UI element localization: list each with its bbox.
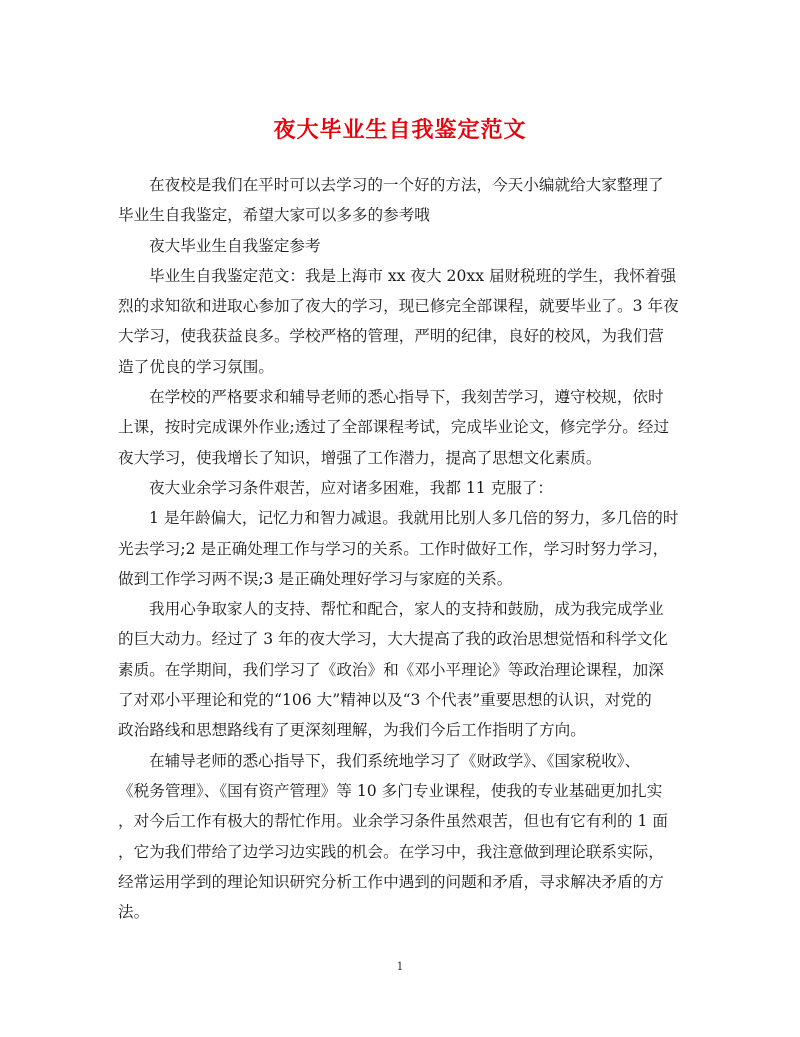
paragraph-difficulties: 夜大业余学习条件艰苦，应对诸多困难，我都 11 克服了： xyxy=(149,478,554,497)
paragraph-numbered-points: 1 是年龄偏大，记忆力和智力减退。我就用比别人多几倍的努力，多几倍的时 光去学习;2 是正确处理工作与学习的关系。工作时做好工作，学习时努力学习， 做到工作学习两不误;3 是正确处理好学习与家庭的关系。 xyxy=(118,509,679,588)
page-number: 1 xyxy=(396,960,404,973)
document-body xyxy=(118,170,688,927)
document-title: 夜大毕业生自我鉴定范文 xyxy=(273,117,527,143)
paragraph-subheading: 夜大毕业生自我鉴定参考 xyxy=(149,236,321,255)
paragraph-family-support: 我用心争取家人的支持、帮忙和配合，家人的支持和鼓励，成为我完成学业 的巨大动力。经过了 3 年的夜大学习，大大提高了我的政治思想觉悟和科学文化 素质。在学期间，我们学习了《政治》和《邓小平理论》等政治理论课程，加深 了对邓小平理论和党的“106 大”精神以及“3 个代表”重要思想的认识，对党的 政治路线和思想路线有了更深刻理解，为我们今后工作指明了方向。 xyxy=(118,600,669,740)
paragraph-professional-courses: 在辅导老师的悉心指导下，我们系统地学习了《财政学》、《国家税收》、 《税务管理》、《国有资产管理》等 10 多门专业课程，使我的专业基础更加扎实 ，对今后工作有极大的帮忙作用。业余学习条件虽然艰苦，但也有它有利的 1 面 ，它为我们带给了边学习边实践的机会。在学习中，我注意做到理论联系实际， 经常运用学到的理论知识研究分析工作中遇到的问题和矛盾，寻求解决矛盾的方 法。 xyxy=(118,751,669,922)
paragraph-study-discipline: 在学校的严格要求和辅导老师的悉心指导下，我刻苦学习，遵守校规，依时 上课，按时完成课外作业;透过了全部课程考试，完成毕业论文，修完学分。经过 夜大学习，使我增长了知识，增强了工作潜力，提高了思想文化素质。 xyxy=(118,388,670,467)
paragraph-intro: 在夜校是我们在平时可以去学习的一个好的方法，今天小编就给大家整理了 毕业生自我鉴定，希望大家可以多多的参考哦 xyxy=(118,176,664,225)
paragraph-self-introduction: 毕业生自我鉴定范文：我是上海市 xx 夜大 20xx 届财税班的学生，我怀着强 烈的求知欲和进取心参加了夜大的学习，现已修完全部课程，就要毕业了。3 年夜 大学习，使我获益良多。学校严格的管理，严明的纪律，良好的校风，为我们营 造了优良的学习氛围。 xyxy=(118,266,679,376)
